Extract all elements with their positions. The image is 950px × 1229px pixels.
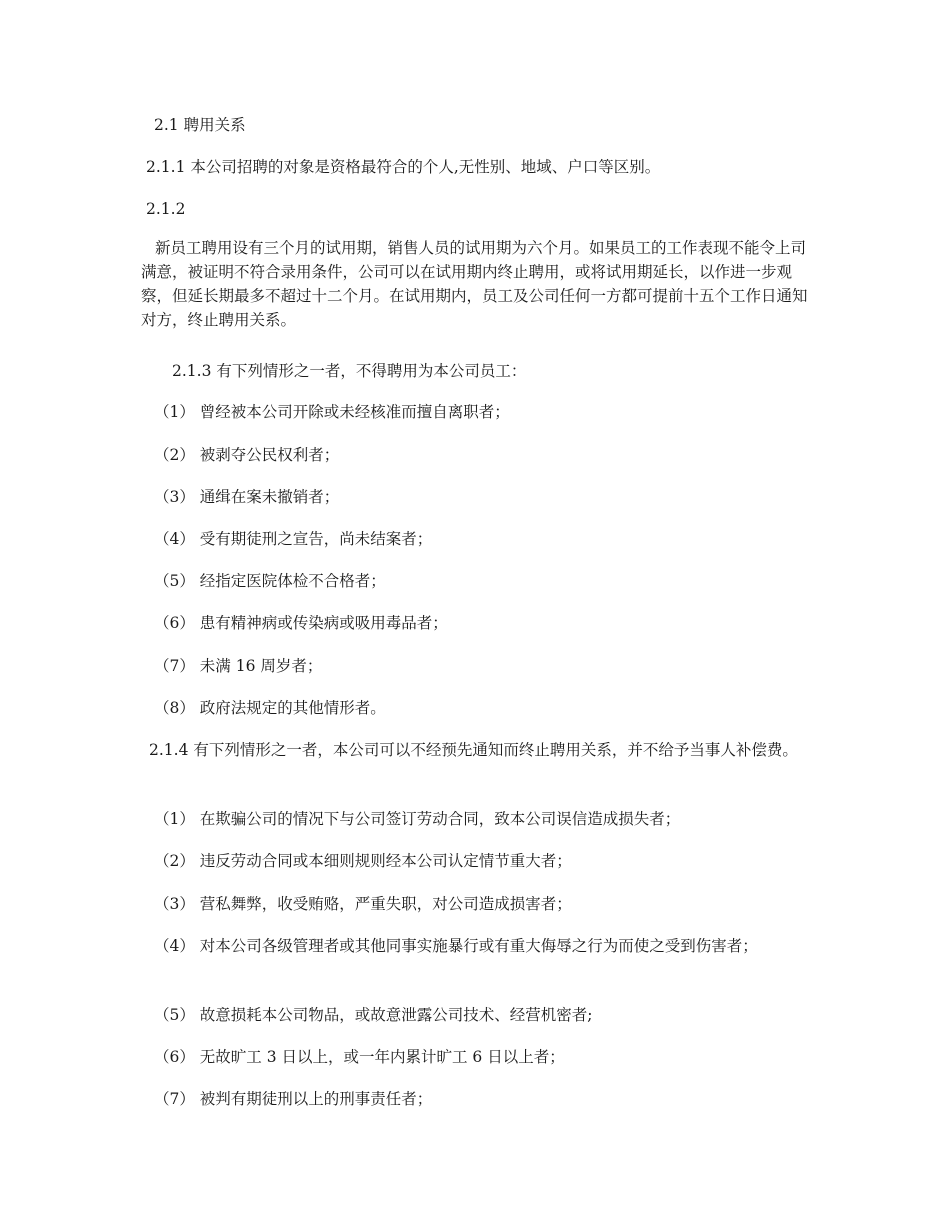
clause-2-1-4: 2.1.4 有下列情形之一者，本公司可以不经预先通知而终止聘用关系，并不给予当事人补偿费。 bbox=[149, 741, 798, 759]
section-heading: 2.1 聘用关系 bbox=[154, 116, 246, 134]
list-item: （2） 被剥夺公民权利者； bbox=[154, 446, 340, 464]
list-item: （5） 故意损耗本公司物品，或故意泄露公司技术、经营机密者; bbox=[154, 1006, 593, 1024]
list-item: （7） 未满 16 周岁者； bbox=[154, 657, 323, 675]
list-item: （6） 患有精神病或传染病或吸用毒品者； bbox=[154, 614, 448, 632]
clause-2-1-1: 2.1.1 本公司招聘的对象是资格最符合的个人,无性别、地域、户口等区别。 bbox=[146, 158, 661, 176]
list-item: （1） 曾经被本公司开除或未经核准而擅自离职者； bbox=[154, 403, 510, 421]
list-item: （2） 违反劳动合同或本细则规则经本公司认定情节重大者； bbox=[154, 852, 572, 870]
clause-2-1-2-body: 新员工聘用设有三个月的试用期，销售人员的试用期为六个月。如果员工的工作表现不能令上司满意，被证明不符合录用条件，公司可以在试用期内终止聘用，或将试用期延长，以作进一步观察，但延长期最多不超过十二个月。在试用期内，员工及公司任何一方都可提前十五个工作日通知对方，终止聘用关系。 bbox=[141, 239, 808, 329]
list-item: （1） 在欺骗公司的情况下与公司签订劳动合同，致本公司误信造成损失者； bbox=[154, 810, 681, 828]
list-item: （8） 政府法规定的其他情形者。 bbox=[154, 699, 386, 717]
clause-2-1-3: 2.1.3 有下列情形之一者，不得聘用为本公司员工： bbox=[172, 362, 527, 380]
clause-2-1-2-label: 2.1.2 bbox=[146, 200, 186, 218]
list-item: （4） 受有期徒刑之宣告，尚未结案者； bbox=[154, 530, 433, 548]
list-item: （5） 经指定医院体检不合格者； bbox=[154, 572, 386, 590]
list-item: （6） 无故旷工 3 日以上，或一年内累计旷工 6 日以上者； bbox=[154, 1048, 565, 1066]
list-item: （3） 营私舞弊，收受贿赂，严重失职，对公司造成损害者； bbox=[154, 895, 572, 913]
list-item: （4） 对本公司各级管理者或其他同事实施暴行或有重大侮辱之行为而使之受到伤害者； bbox=[154, 937, 758, 955]
list-item: （7） 被判有期徒刑以上的刑事责任者； bbox=[154, 1090, 433, 1108]
list-item: （3） 通缉在案未撤销者； bbox=[154, 488, 340, 506]
